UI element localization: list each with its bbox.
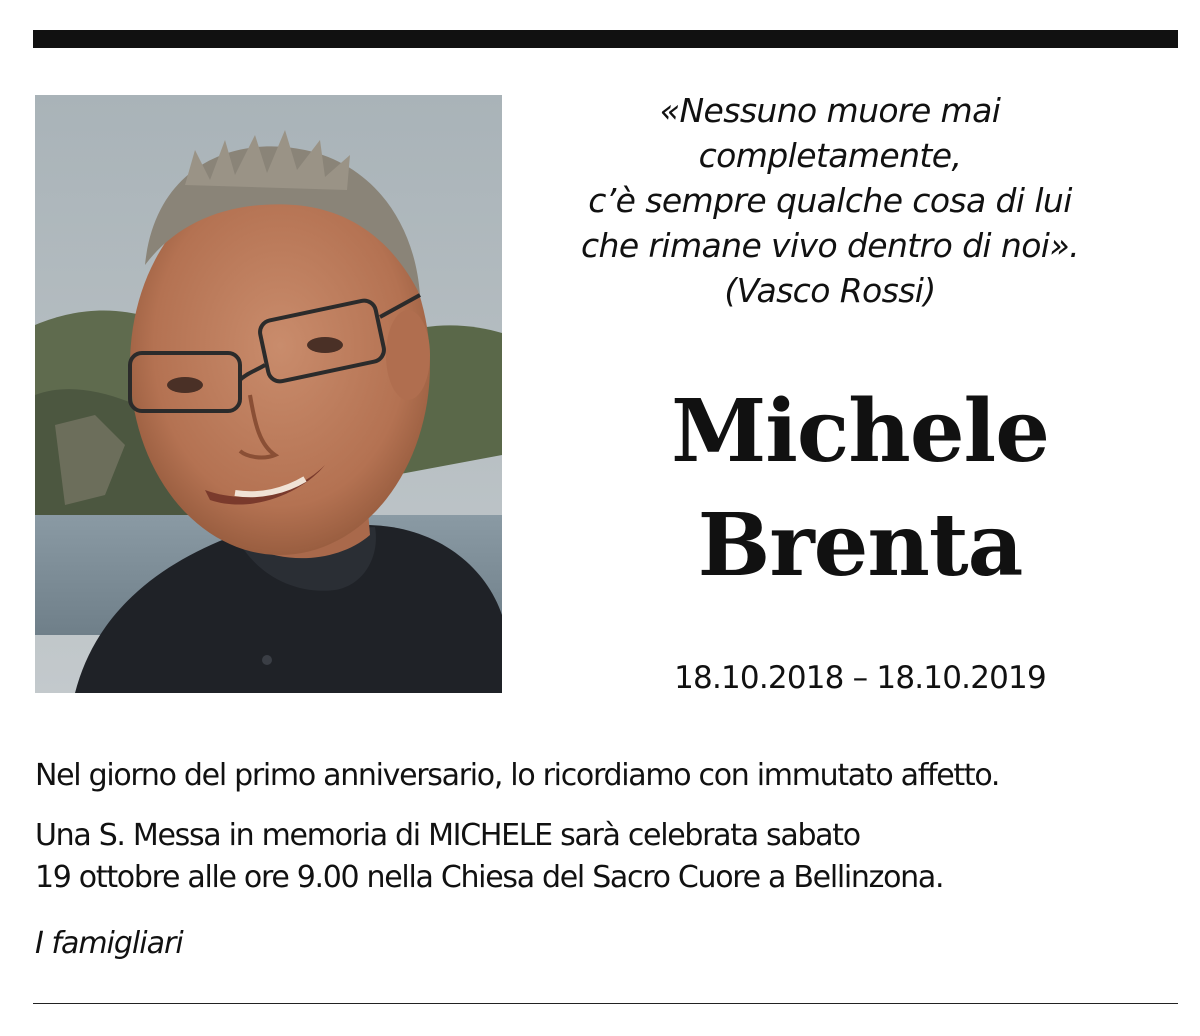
last-name: Brenta (697, 495, 1023, 596)
portrait-illustration (35, 95, 502, 693)
memorial-dates: 18.10.2018 – 18.10.2019 (674, 660, 1046, 696)
quote-attribution: (Vasco Rossi) (724, 271, 936, 310)
mass-announcement-line: Una S. Messa in memoria di MICHELE sarà celebrata sabato (35, 818, 860, 853)
mass-announcement (35, 815, 1185, 899)
top-rule (33, 30, 1178, 48)
quote-line: c’è sempre qualche cosa di lui (588, 181, 1072, 220)
epigraph-quote (560, 88, 1100, 313)
bottom-rule (33, 1003, 1178, 1004)
anniversary-paragraph: Nel giorno del primo anniversario, lo ricordiamo con immutato affetto. (35, 758, 1000, 793)
portrait-photo (35, 95, 502, 693)
quote-line: che rimane vivo dentro di noi». (580, 226, 1080, 265)
quote-line: «Nessuno muore mai (659, 91, 1001, 130)
deceased-name (560, 375, 1160, 603)
mass-announcement-line: 19 ottobre alle ore 9.00 nella Chiesa del Sacro Cuore a Bellinzona. (35, 860, 944, 895)
quote-line: completamente, (698, 136, 962, 175)
first-name: Michele (671, 381, 1049, 482)
signature: I famigliari (35, 926, 183, 961)
